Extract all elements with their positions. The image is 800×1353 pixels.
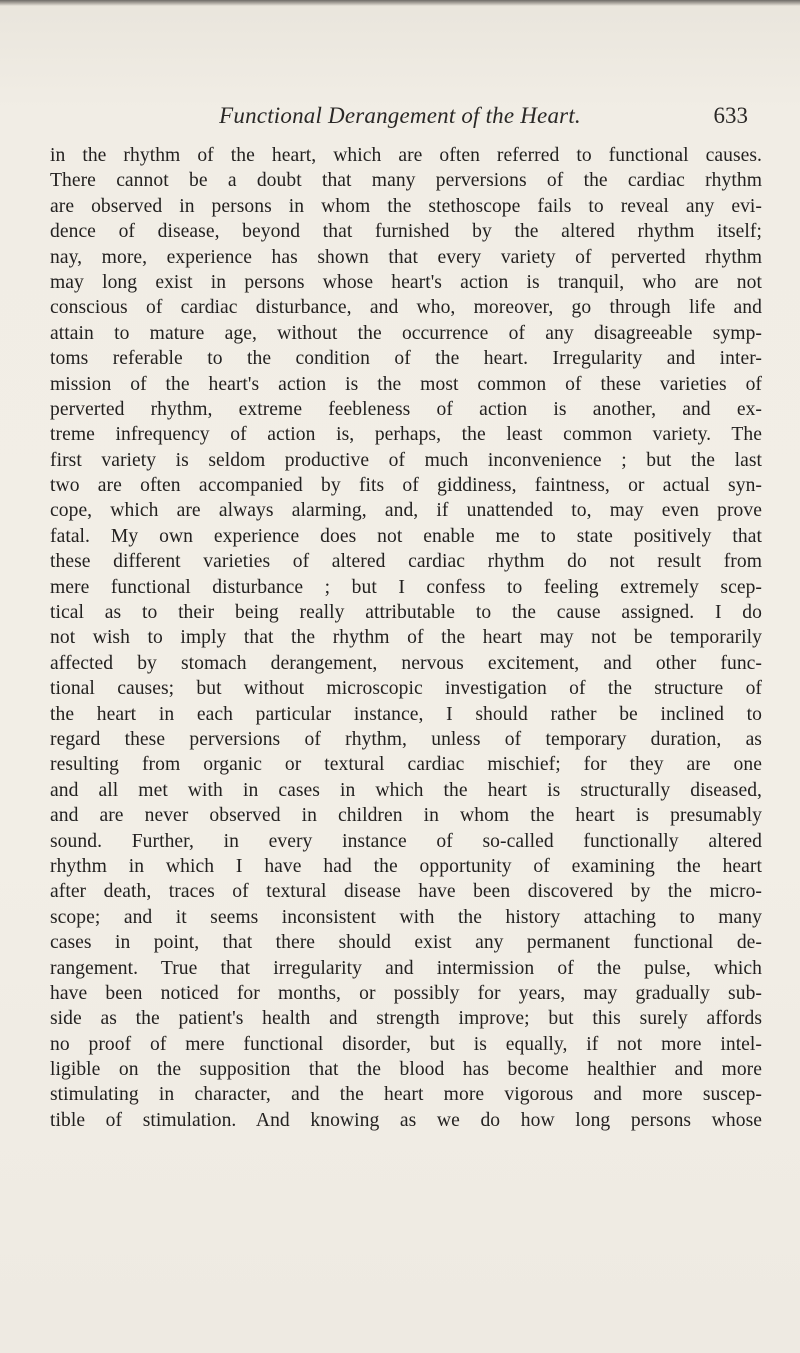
text-line: first variety is seldom productive of much inconvenience ; but the last xyxy=(50,449,762,471)
text-line: perverted rhythm, extreme feebleness of action is another, and ex- xyxy=(50,398,762,420)
text-line: attain to mature age, without the occurrence of any disagreeable symp- xyxy=(50,322,762,344)
text-line: tical as to their being really attributable to the cause assigned. I do xyxy=(50,602,762,624)
text-line: rhythm in which I have had the opportunity of examining the heart xyxy=(50,855,762,877)
page-top-edge xyxy=(0,0,800,6)
text-line: resulting from organic or textural cardiac mischief; for they are one xyxy=(50,754,762,776)
text-line: tional causes; but without microscopic investigation of the structure of xyxy=(50,678,762,700)
text-line: ligible on the supposition that the blood has become healthier and more xyxy=(50,1059,762,1081)
text-line: have been noticed for months, or possibly for years, may gradually sub- xyxy=(50,982,762,1004)
text-line: rangement. True that irregularity and intermission of the pulse, which xyxy=(50,957,762,979)
text-line: nay, more, experience has shown that every variety of perverted rhythm xyxy=(50,246,762,268)
text-line: conscious of cardiac disturbance, and who, moreover, go through life and xyxy=(50,297,762,319)
text-line: tible of stimulation. And knowing as we do how long persons whose xyxy=(50,1109,762,1131)
text-line: may long exist in persons whose heart's action is tranquil, who are not xyxy=(50,271,762,293)
text-line: no proof of mere functional disorder, but is equally, if not more intel- xyxy=(50,1033,762,1055)
text-line: in the rhythm of the heart, which are often referred to functional causes. xyxy=(50,145,762,166)
running-head xyxy=(0,103,800,133)
text-line: after death, traces of textural disease have been discovered by the micro- xyxy=(50,881,762,903)
text-line: and are never observed in children in whom the heart is presumably xyxy=(50,805,762,827)
text-line: these different varieties of altered cardiac rhythm do not result from xyxy=(50,551,762,573)
text-line: regard these perversions of rhythm, unless of temporary duration, as xyxy=(50,728,762,750)
text-line: affected by stomach derangement, nervous excitement, and other func- xyxy=(50,652,762,674)
text-line: and all met with in cases in which the heart is structurally diseased, xyxy=(50,779,762,801)
text-line: sound. Further, in every instance of so-called functionally altered xyxy=(50,830,762,852)
text-line: scope; and it seems inconsistent with the history attaching to many xyxy=(50,906,762,928)
text-line: stimulating in character, and the heart more vigorous and more suscep- xyxy=(50,1084,762,1106)
text-line: fatal. My own experience does not enable me to state positively that xyxy=(50,525,762,547)
text-line: mission of the heart's action is the most common of these varieties of xyxy=(50,373,762,395)
text-line: are observed in persons in whom the stethoscope fails to reveal any evi- xyxy=(50,195,762,217)
text-line: not wish to imply that the rhythm of the heart may not be temporarily xyxy=(50,627,762,649)
text-line: cope, which are always alarming, and, if unattended to, may even prove xyxy=(50,500,762,522)
text-line: the heart in each particular instance, I should rather be inclined to xyxy=(50,703,762,725)
text-line: toms referable to the condition of the heart. Irregularity and inter- xyxy=(50,348,762,370)
text-line: There cannot be a doubt that many perversions of the cardiac rhythm xyxy=(50,170,762,192)
body-text xyxy=(50,143,762,1133)
text-line: cases in point, that there should exist any permanent functional de- xyxy=(50,932,762,954)
text-line: treme infrequency of action is, perhaps, the least common variety. The xyxy=(50,424,762,446)
page-number: 633 xyxy=(713,103,748,128)
text-line: side as the patient's health and strength improve; but this surely affords xyxy=(50,1008,762,1030)
text-line: two are often accompanied by fits of giddiness, faintness, or actual syn- xyxy=(50,475,762,497)
text-line: dence of disease, beyond that furnished by the altered rhythm itself; xyxy=(50,221,762,243)
running-title: Functional Derangement of the Heart. xyxy=(219,103,581,128)
text-line: mere functional disturbance ; but I confess to feeling extremely scep- xyxy=(50,576,762,598)
